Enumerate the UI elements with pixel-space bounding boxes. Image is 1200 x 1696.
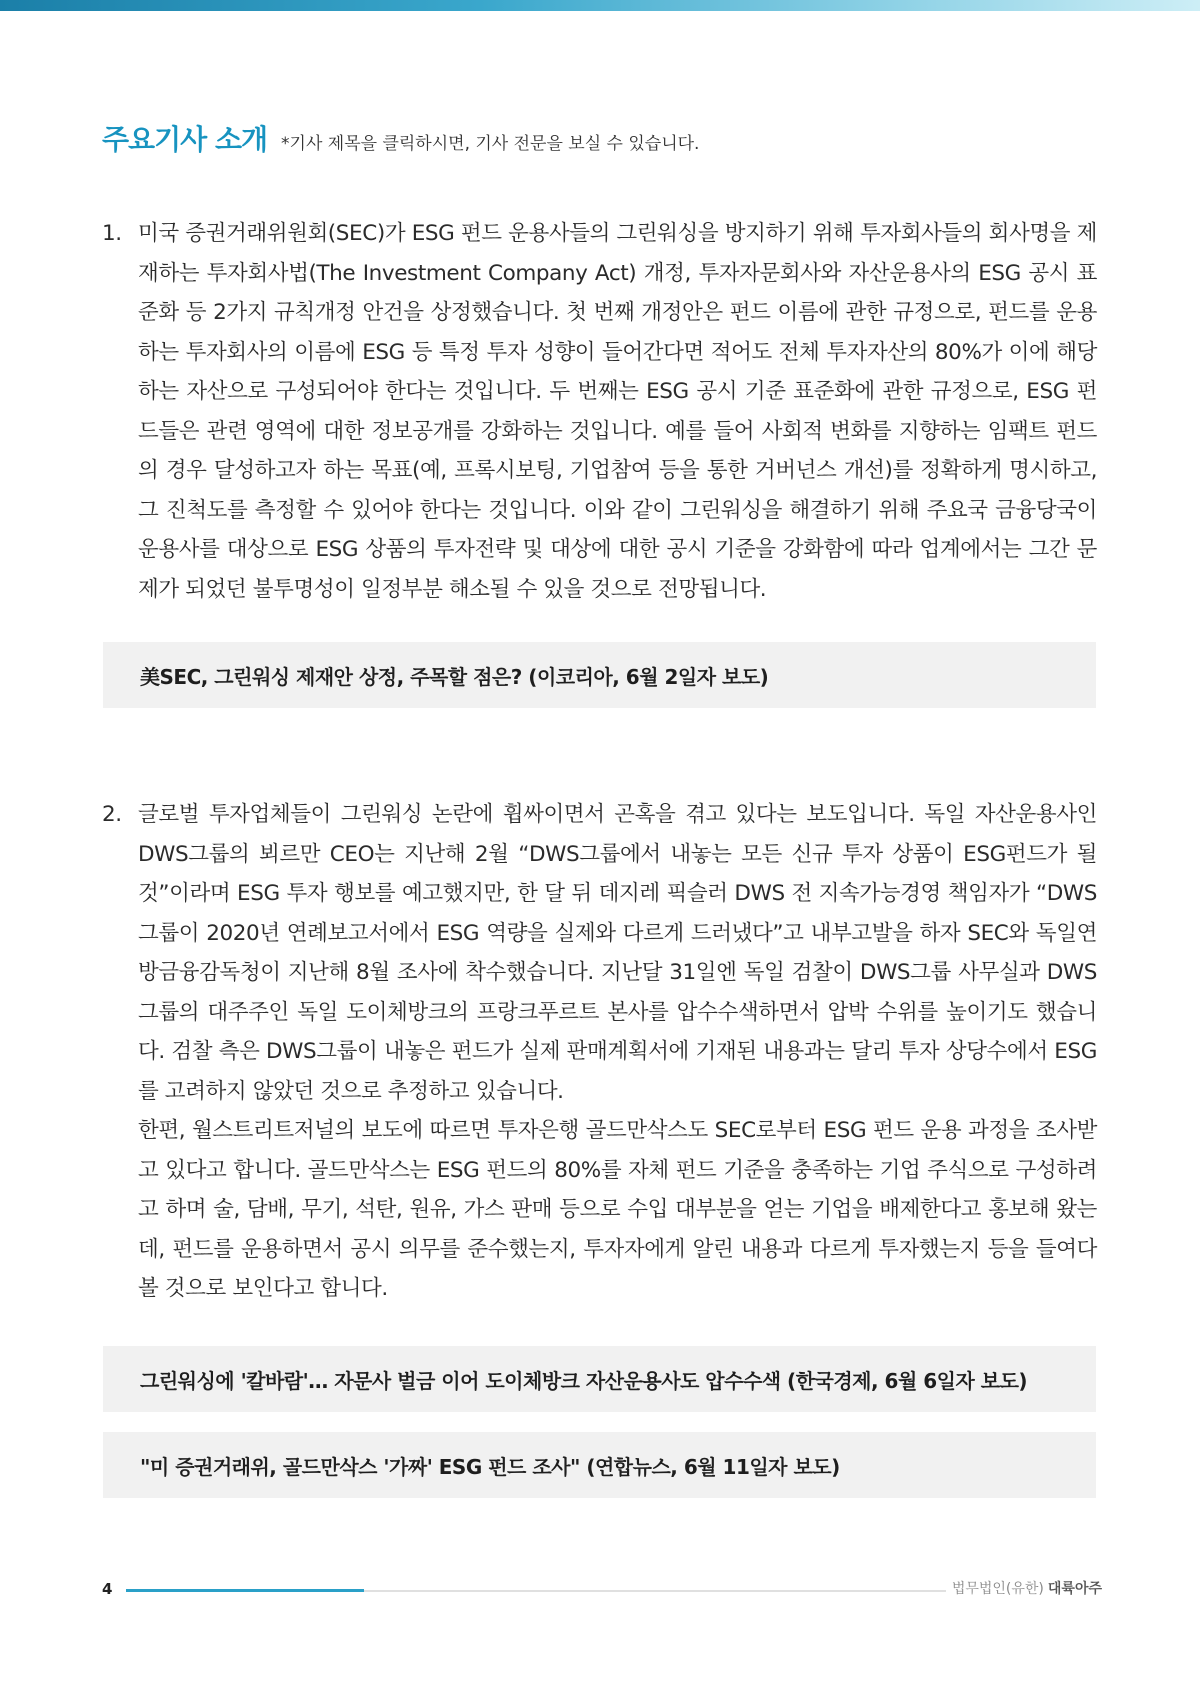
article-link-2[interactable]: 그린워싱에 '칼바람'… 자문사 벌금 이어 도이체방크 자산운용사도 압수수색 (한국경제, 6월 6일자 보도) — [103, 1346, 1096, 1412]
article-1 — [102, 214, 1097, 609]
footer-brand — [952, 1578, 1102, 1598]
section-title: 주요기사 소개 — [102, 123, 268, 156]
top-gradient-bar — [0, 0, 1200, 11]
article-paragraph — [102, 795, 1097, 1111]
article-link-1[interactable]: 美SEC, 그린워싱 제재안 상정, 주목할 점은? (이코리아, 6월 2일자 보도) — [103, 642, 1096, 708]
article-body: 글로벌 투자업체들이 그린워싱 논란에 휩싸이면서 곤혹을 겪고 있다는 보도입니다. 독일 자산운용사인 DWS그룹의 뵈르만 CEO는 지난해 2월 “DWS그룹에서 내놓는 모든 신규 투자 상품이 ESG펀드가 될 것”이라며 ESG 투자 행보를 예고했지만, 한 달 뒤 데지레 픽슬러 DWS 전 지속가능경영 책임자가 “DWS그룹이 2020년 연례보고서에서 ESG 역량을 실제와 다르게 드러냈다”고 내부고발을 하자 SEC와 독일연방금융감독청이 지난해 8월 조사에 착수했습니다. 지난달 31일엔 독일 검찰이 DWS그룹 사무실과 DWS그룹의 대주주인 독일 도이체방크의 프랑크푸르트 본사를 압수수색하면서 압박 수위를 높이기도 했습니다. 검찰 측은 DWS그룹이 내놓은 펀드가 실제 판매계획서에 기재된 내용과는 달리 투자 상당수에서 ESG를 고려하지 않았던 것으로 추정하고 있습니다. — [138, 802, 1097, 1104]
section-header — [102, 118, 699, 158]
article-body-continued: 한편, 월스트리트저널의 보도에 따르면 투자은행 골드만삭스도 SEC로부터 ESG 펀드 운용 과정을 조사받고 있다고 합니다. 골드만삭스는 ESG 펀드의 80%를 자체 펀드 기준을 충족하는 기업 주식으로 구성하려고 하며 술, 담배, 무기, 석탄, 원유, 가스 판매 등으로 수입 대부분을 얻는 기업을 배제한다고 홍보해 왔는데, 펀드를 운용하면서 공시 의무를 준수했는지, 투자자에게 알린 내용과 다르게 투자했는지 등을 들여다볼 것으로 보인다고 합니다. — [138, 1118, 1097, 1301]
article-number: 1. — [102, 221, 122, 246]
article-link-3[interactable]: "미 증권거래위, 골드만삭스 '가짜' ESG 펀드 조사" (연합뉴스, 6월 11일자 보도) — [103, 1432, 1096, 1498]
section-note: *기사 제목을 클릭하시면, 기사 전문을 보실 수 있습니다. — [281, 134, 700, 154]
footer-divider-accent — [126, 1589, 364, 1592]
article-number: 2. — [102, 802, 122, 827]
article-body: 미국 증권거래위원회(SEC)가 ESG 펀드 운용사들의 그린워싱을 방지하기 위해 투자회사들의 회사명을 제재하는 투자회사법(The Investment Company Act) 개정, 투자자문회사와 자산운용사의 ESG 공시 표준화 등 2가지 규칙개정 안건을 상정했습니다. 첫 번째 개정안은 펀드 이름에 관한 규정으로, 펀드를 운용하는 투자회사의 이름에 ESG 등 특정 투자 성향이 들어간다면 적어도 전체 투자자산의 80%가 이에 해당하는 자산으로 구성되어야 한다는 것입니다. 두 번째는 ESG 공시 기준 표준화에 관한 규정으로, ESG 펀드들은 관련 영역에 대한 정보공개를 강화하는 것입니다. 예를 들어 사회적 변화를 지향하는 임팩트 펀드의 경우 달성하고자 하는 목표(예, 프록시보팅, 기업참여 등을 통한 거버넌스 개선)를 정확하게 명시하고, 그 진척도를 측정할 수 있어야 한다는 것입니다. 이와 같이 그린워싱을 해결하기 위해 주요국 금융당국이 운용사를 대상으로 ESG 상품의 투자전략 및 대상에 대한 공시 기준을 강화함에 따라 업계에서는 그간 문제가 되었던 불투명성이 일정부분 해소될 수 있을 것으로 전망됩니다. — [138, 221, 1097, 602]
page-number: 4 — [102, 1580, 113, 1598]
brand-name: 대륙아주 — [1047, 1581, 1102, 1597]
article-2 — [102, 795, 1097, 1309]
article-paragraph — [102, 214, 1097, 609]
brand-prefix: 법무법인(유한) — [951, 1581, 1044, 1597]
